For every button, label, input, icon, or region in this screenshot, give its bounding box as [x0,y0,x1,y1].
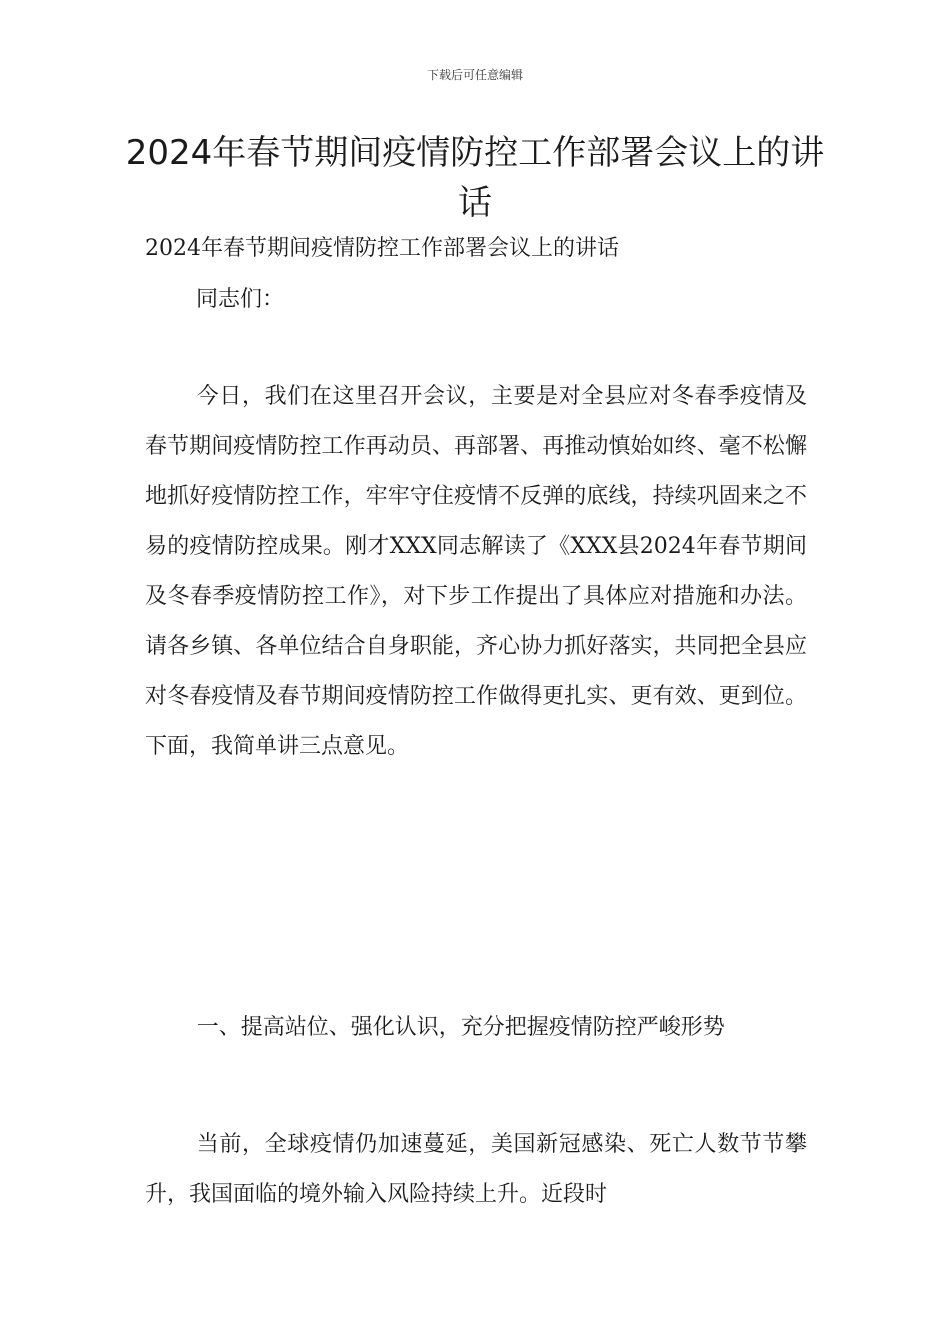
header-note: 下载后可任意编辑 [426,68,523,82]
salutation: 同志们： [196,287,285,312]
document-title: 2024年春节期间疫情防控工作部署会议上的讲话 [125,133,825,223]
body-paragraph: 今日，我们在这里召开会议，主要是对全县应对冬春季疫情及春节期间疫情防控工作再动员、再部署、再推动慎始如终、毫不松懈地抓好疫情防控工作，牢牢守住疫情不反弹的底线，持续巩固来之不易的疫情防控成果。刚才XXX同志解读了《XXX县2024年春节期间及冬春季疫情防控工作》，对下步工作提出了具体应对措施和办法。请各乡镇、各单位结合自身职能，齐心协力抓好落实，共同把全县应对冬春疫情及春节期间疫情防控工作做得更扎实、更有效、更到位。下面，我简单讲三点意见。 [145,384,807,759]
document-subtitle: 2024年春节期间疫情防控工作部署会议上的讲话 [145,236,619,261]
section-paragraph: 当前，全球疫情仍加速蔓延，美国新冠感染、死亡人数节节攀升，我国面临的境外输入风险持续上升。近段时 [145,1132,807,1207]
section-heading: 一、提高站位、强化认识，充分把握疫情防控严峻形势 [196,1015,725,1040]
